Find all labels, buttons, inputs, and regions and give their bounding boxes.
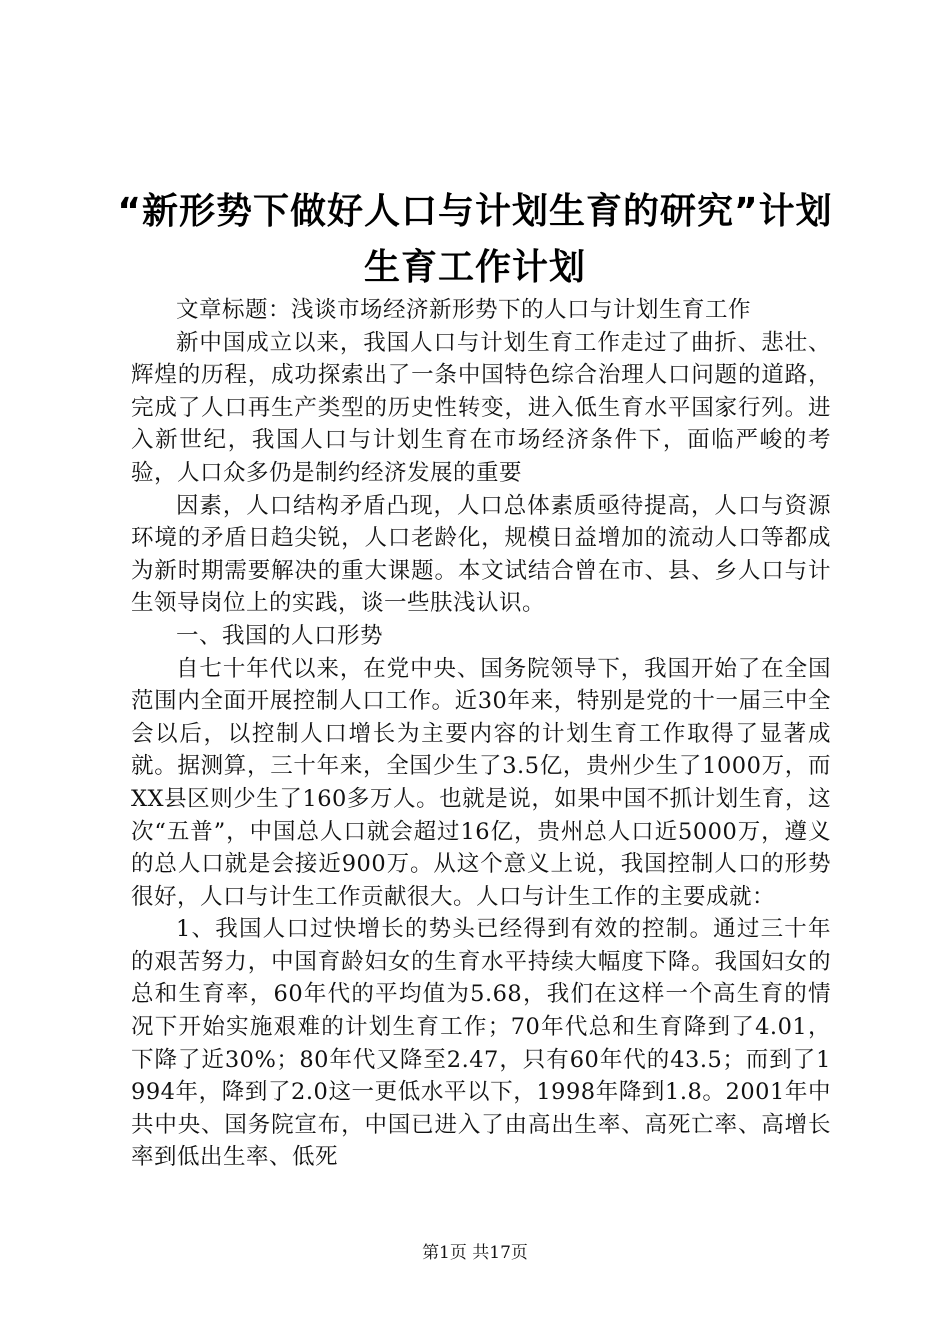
document-body xyxy=(131,294,831,1174)
page-number-footer: 第1页 共17页 xyxy=(422,1243,528,1263)
body-paragraph: 因素，人口结构矛盾凸现，人口总体素质亟待提高，人口与资源环境的矛盾日趋尖锐，人口老龄化，规模日益增加的流动人口等都成为新时期需要解决的重大课题。本文试结合曾在市、县、乡人口与计生领导岗位上的实践，谈一些肤浅认识。 xyxy=(131,492,831,617)
article-title-paragraph: 文章标题：浅谈市场经济新形势下的人口与计划生育工作 xyxy=(176,297,752,323)
document-title-line-2: 生育工作计划 xyxy=(363,247,586,288)
body-paragraph: 新中国成立以来，我国人口与计划生育工作走过了曲折、悲壮、辉煌的历程，成功探索出了一条中国特色综合治理人口问题的道路，完成了人口再生产类型的历史性转变，进入低生育水平国家行列。进入新世纪，我国人口与计划生育在市场经济条件下，面临严峻的考验，人口众多仍是制约经济发展的重要 xyxy=(131,329,831,486)
body-paragraph: 自七十年代以来，在党中央、国务院领导下，我国开始了在全国范围内全面开展控制人口工作。近30年来，特别是党的十一届三中全会以后，以控制人口增长为主要内容的计划生育工作取得了显著成就。据测算，三十年来，全国少生了3.5亿，贵州少生了1000万，而XX县区则少生了160多万人。也就是说，如果中国不抓计划生育，这次“五普”，中国总人口就会超过16亿，贵州总人口近5000万，遵义的总人口就是会接近900万。从这个意义上说，我国控制人口的形势很好，人口与计生工作贡献很大。人口与计生工作的主要成就： xyxy=(131,655,831,910)
document-title-line-1: “新形势下做好人口与计划生育的研究”计划 xyxy=(117,191,833,232)
section-heading: 一、我国的人口形势 xyxy=(176,622,384,649)
body-paragraph: 1、我国人口过快增长的势头已经得到有效的控制。通过三十年的艰苦努力，中国育龄妇女的生育水平持续大幅度下降。我国妇女的总和生育率，60年代的平均值为5.68，我们在这样一个高生育的情况下开始实施艰难的计划生育工作；70年代总和生育降到了4.01，下降了近30%；80年代又降至2.47，只有60年代的43.5；而到了1994年，降到了2.0这一更低水平以下，1998年降到1.8。2001年中共中央、国务院宣布，中国已进入了由高出生率、高死亡率、高增长率到低出生率、低死 xyxy=(131,916,831,1171)
